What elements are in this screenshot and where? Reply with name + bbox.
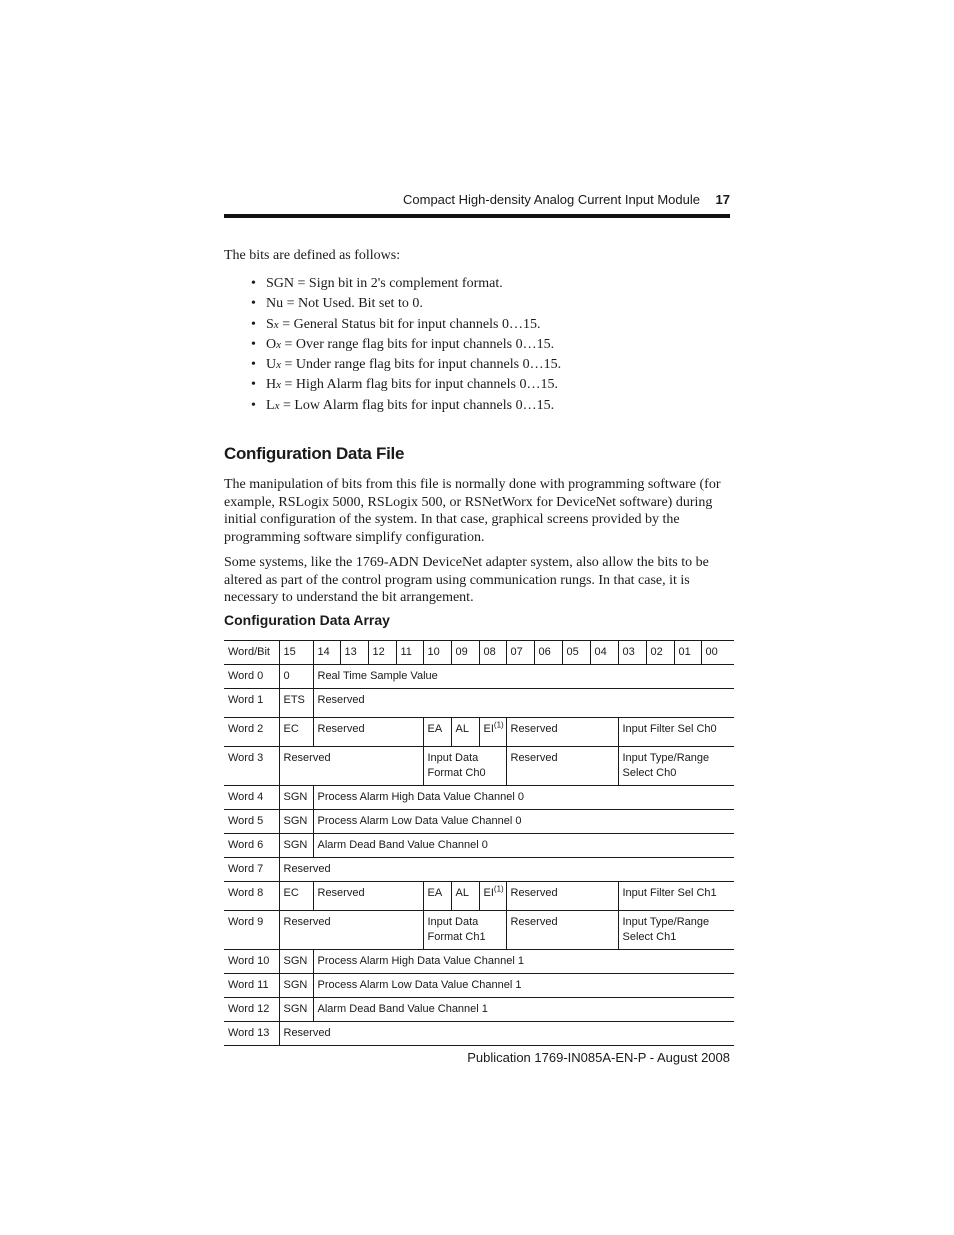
bullet-text: = Over range flag bits for input channels 0…15. — [281, 336, 555, 352]
cell-text: Word 8 — [228, 887, 264, 899]
table-cell — [279, 1022, 734, 1046]
column-header: 05 — [562, 641, 590, 665]
word-label-cell — [224, 786, 279, 810]
column-header: 13 — [340, 641, 368, 665]
table-cell — [313, 998, 734, 1022]
section-heading: Configuration Data File — [224, 444, 405, 463]
table-row — [224, 689, 734, 718]
cell-text: SGN — [283, 815, 308, 827]
cell-text: Word 0 — [228, 670, 264, 682]
table-cell — [279, 950, 313, 974]
word-label-cell — [224, 747, 279, 786]
table-cell — [279, 858, 734, 882]
bullet-subscript: x — [276, 338, 282, 351]
bullet-lead: U — [266, 357, 277, 373]
table-cell — [479, 718, 506, 747]
cell-text: Word 12 — [228, 1003, 270, 1015]
table-cell — [506, 747, 618, 786]
table-row — [224, 882, 734, 911]
cell-text: Input Type/Range Select Ch0 — [622, 752, 710, 779]
list-item — [251, 397, 561, 417]
table-cell — [279, 718, 313, 747]
table-cell — [423, 718, 451, 747]
table-cell — [313, 665, 734, 689]
cell-text: Process Alarm High Data Value Channel 0 — [317, 791, 524, 803]
word-label-cell — [224, 665, 279, 689]
cell-text: Word 6 — [228, 839, 264, 851]
cell-text: EC — [283, 723, 299, 735]
word-label-cell — [224, 834, 279, 858]
word-label-cell — [224, 882, 279, 911]
cell-text: Word 10 — [228, 955, 270, 967]
column-header: 09 — [451, 641, 479, 665]
table-row — [224, 998, 734, 1022]
list-item — [251, 295, 561, 315]
table-cell — [279, 834, 313, 858]
cell-text: Reserved — [317, 723, 365, 735]
cell-text: Process Alarm Low Data Value Channel 0 — [317, 815, 522, 827]
cell-text: Word 5 — [228, 815, 264, 827]
table-cell — [313, 950, 734, 974]
table-cell — [313, 810, 734, 834]
table-row — [224, 718, 734, 747]
configuration-data-table — [224, 640, 734, 1046]
column-header: 12 — [368, 641, 396, 665]
word-label-cell — [224, 1022, 279, 1046]
list-item — [251, 336, 561, 356]
list-item — [251, 275, 561, 295]
table-row — [224, 950, 734, 974]
word-label-cell — [224, 858, 279, 882]
cell-text: EA — [427, 887, 443, 899]
column-header: 14 — [313, 641, 340, 665]
column-header: 06 — [534, 641, 562, 665]
cell-text: Reserved — [510, 916, 558, 928]
table-cell — [313, 786, 734, 810]
table-cell — [423, 747, 506, 786]
page-header — [224, 191, 730, 211]
table-cell — [279, 882, 313, 911]
table-row — [224, 786, 734, 810]
cell-text: Reserved — [283, 916, 331, 928]
word-label-cell — [224, 810, 279, 834]
table-cell — [279, 665, 313, 689]
cell-text: Reserved — [317, 694, 365, 706]
cell-text: Word 11 — [228, 979, 269, 991]
cell-text: AL — [455, 887, 469, 899]
cell-text: SGN — [283, 1003, 308, 1015]
word-label-cell — [224, 911, 279, 950]
cell-text: Alarm Dead Band Value Channel 0 — [317, 839, 488, 851]
table-cell — [423, 882, 451, 911]
bullet-subscript: x — [273, 318, 279, 331]
cell-text: Reserved — [510, 887, 558, 899]
table-row — [224, 665, 734, 689]
cell-text: Word 3 — [228, 752, 264, 764]
cell-text: Word 1 — [228, 694, 264, 706]
bullet-lead: S — [266, 316, 274, 332]
table-row — [224, 810, 734, 834]
table-cell — [279, 974, 313, 998]
bullet-text: = Under range flag bits for input channels 0…15. — [281, 357, 562, 373]
list-item — [251, 356, 561, 376]
column-header: 07 — [506, 641, 534, 665]
cell-text: EC — [283, 887, 299, 899]
word-label-cell — [224, 718, 279, 747]
table-cell — [279, 689, 313, 718]
table-cell — [279, 998, 313, 1022]
column-header: Word/Bit — [224, 641, 279, 665]
cell-text: ETS — [283, 694, 305, 706]
cell-text: Word 2 — [228, 723, 264, 735]
bullet-text: = Low Alarm flag bits for input channels 0…15. — [279, 397, 555, 413]
body-paragraph: Some systems, like the 1769-ADN DeviceNet adapter system, also allow the bits to be altered as part of the control program using communication rungs. In that case, it is necessary to understand the bit arrangement. — [224, 555, 709, 605]
bullet-text: = General Status bit for input channels 0…15. — [278, 316, 541, 332]
list-item — [251, 376, 561, 396]
cell-text: Process Alarm Low Data Value Channel 1 — [317, 979, 522, 991]
cell-text: Input Data Format Ch1 — [427, 916, 486, 943]
cell-text: EA — [427, 723, 443, 735]
body-paragraph: The manipulation of bits from this file is normally done with programming software (for example, RSLogix 5000, RSLogix 500, or RSNetWorx for DeviceNet software) during initial configuration of the system. In that case, graphical screens provided by the programming software simplify configuration. — [224, 477, 721, 545]
cell-text: EI — [483, 723, 494, 735]
table-title: Configuration Data Array — [224, 612, 390, 628]
cell-text: Input Data Format Ch0 — [427, 752, 486, 779]
table-cell — [313, 882, 423, 911]
list-item — [251, 316, 561, 336]
table-row — [224, 1022, 734, 1046]
table-cell — [313, 689, 734, 718]
column-header: 01 — [674, 641, 701, 665]
bit-definition-list — [251, 275, 561, 417]
cell-text: Reserved — [510, 752, 558, 764]
table-cell — [479, 882, 506, 911]
table-body — [224, 641, 734, 1046]
cell-text: SGN — [283, 955, 308, 967]
intro-text: The bits are defined as follows: — [224, 248, 401, 263]
bullet-text: SGN = Sign bit in 2's complement format. — [266, 276, 503, 291]
table-cell — [618, 718, 734, 747]
page-number: 17 — [715, 192, 730, 207]
cell-text: SGN — [283, 791, 308, 803]
column-header: 08 — [479, 641, 506, 665]
table-cell — [423, 911, 506, 950]
cell-text: 0 — [283, 670, 290, 682]
table-row — [224, 834, 734, 858]
bullet-lead: H — [266, 377, 277, 393]
header-rule — [224, 214, 730, 218]
cell-text: EI — [483, 887, 494, 899]
table-row — [224, 974, 734, 998]
table-cell — [313, 718, 423, 747]
cell-text: Process Alarm High Data Value Channel 1 — [317, 955, 524, 967]
table-cell — [279, 747, 423, 786]
publication-footer: Publication 1769-IN085A-EN-P - August 2008 — [467, 1050, 730, 1065]
cell-text: Reserved — [283, 752, 331, 764]
table-cell — [279, 786, 313, 810]
bullet-subscript: x — [276, 379, 282, 392]
bullet-subscript: x — [276, 359, 282, 372]
cell-text: Real Time Sample Value — [317, 670, 438, 682]
column-header: 11 — [396, 641, 423, 665]
word-label-cell — [224, 998, 279, 1022]
table-cell — [618, 747, 734, 786]
cell-text: Reserved — [283, 863, 331, 875]
table-cell — [451, 718, 479, 747]
bullet-lead: L — [266, 397, 275, 413]
header-title: Compact High-density Analog Current Input Module — [403, 192, 700, 207]
cell-text: SGN — [283, 979, 308, 991]
bullet-subscript: x — [274, 399, 280, 412]
table-cell — [506, 718, 618, 747]
word-label-cell — [224, 950, 279, 974]
table-cell — [451, 882, 479, 911]
table-row — [224, 911, 734, 950]
table-cell — [506, 882, 618, 911]
table-cell — [618, 911, 734, 950]
column-header: 00 — [701, 641, 734, 665]
cell-text: Input Filter Sel Ch1 — [622, 887, 717, 899]
column-header: 04 — [590, 641, 618, 665]
bullet-text: Nu = Not Used. Bit set to 0. — [266, 296, 423, 312]
table-header-row — [224, 641, 734, 665]
column-header: 02 — [646, 641, 674, 665]
bullet-text: = High Alarm flag bits for input channels 0…15. — [281, 377, 558, 393]
table-cell — [313, 834, 734, 858]
footnote-marker: (1) — [493, 720, 504, 730]
cell-text: Input Filter Sel Ch0 — [622, 723, 717, 735]
cell-text: Word 4 — [228, 791, 264, 803]
cell-text: Alarm Dead Band Value Channel 1 — [317, 1003, 488, 1015]
cell-text: AL — [455, 723, 469, 735]
cell-text: Reserved — [317, 887, 365, 899]
cell-text: Word 7 — [228, 863, 264, 875]
cell-text: Word 9 — [228, 916, 264, 928]
table-row — [224, 747, 734, 786]
table-row — [224, 858, 734, 882]
word-label-cell — [224, 689, 279, 718]
column-header: 03 — [618, 641, 646, 665]
table-cell — [313, 974, 734, 998]
cell-text: SGN — [283, 839, 308, 851]
footnote-marker: (1) — [493, 884, 504, 894]
bullet-lead: O — [266, 336, 277, 352]
cell-text: Reserved — [510, 723, 558, 735]
column-header: 15 — [279, 641, 313, 665]
table-cell — [279, 810, 313, 834]
column-header: 10 — [423, 641, 451, 665]
table-cell — [279, 911, 423, 950]
cell-text: Reserved — [283, 1027, 331, 1039]
word-label-cell — [224, 974, 279, 998]
cell-text: Input Type/Range Select Ch1 — [622, 916, 710, 943]
table-cell — [506, 911, 618, 950]
cell-text: Word 13 — [228, 1027, 270, 1039]
table-cell — [618, 882, 734, 911]
